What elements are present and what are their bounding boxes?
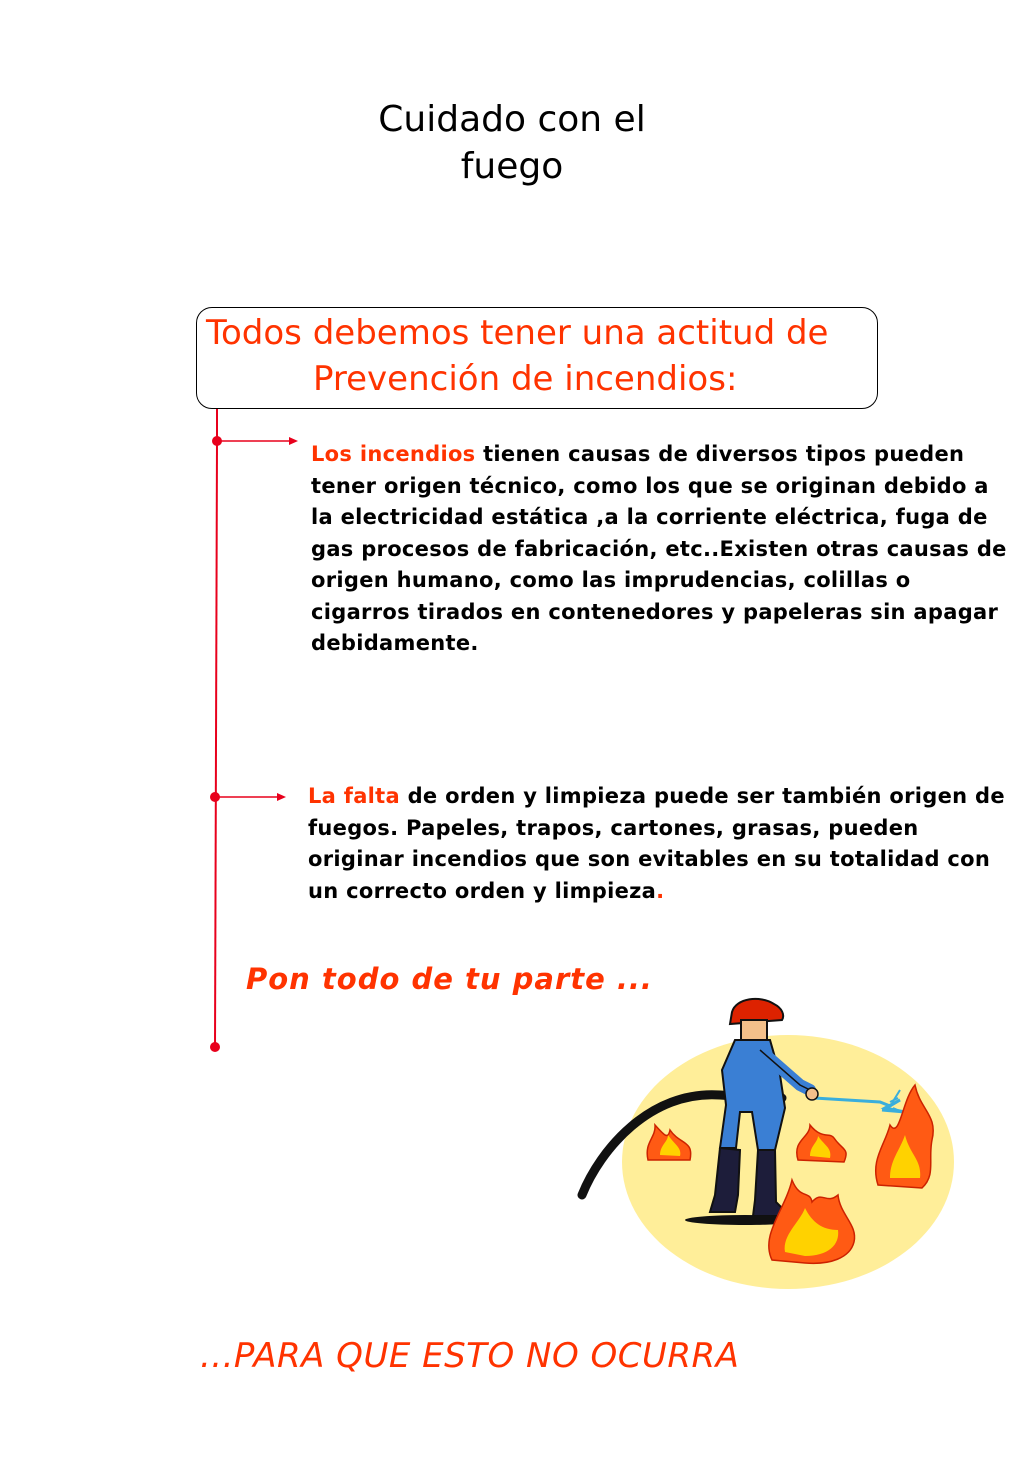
connector-end-dot xyxy=(210,1042,220,1052)
callout-line-2: Prevención de incendios: xyxy=(313,359,738,399)
arrow-head-1 xyxy=(289,437,298,445)
footer-slogan: ...PARA QUE ESTO NO OCURRA xyxy=(200,1336,740,1376)
arrow-head-2 xyxy=(277,793,286,801)
paragraph-causes-lead: Los incendios xyxy=(311,442,476,466)
callout-line-1: Todos debemos tener una actitud de xyxy=(206,313,829,353)
paragraph-order-tail: . xyxy=(656,878,665,903)
title-line-1: Cuidado con el xyxy=(378,99,646,140)
paragraph-causes xyxy=(311,439,1011,660)
paragraph-order-lead: La falta xyxy=(308,784,400,808)
paragraph-order xyxy=(308,781,1008,907)
title-line-2: fuego xyxy=(460,146,564,187)
hand xyxy=(806,1088,818,1100)
connector-vertical-line xyxy=(215,441,217,1047)
paragraph-order-text: de orden y limpieza puede ser también origen de fuegos. Papeles, trapos, cartones, grasas, pueden originar incendios que son evitables en su totalidad con un correcto orden y limpieza xyxy=(308,784,1005,903)
slogan: Pon todo de tu parte ... xyxy=(246,962,653,996)
firefighter-with-hose-icon xyxy=(560,990,970,1300)
paragraph-causes-text: tienen causas de diversos tipos pueden tener origen técnico, como los que se originan debido a la electricidad estática ,a la corriente eléctrica, fuga de gas procesos de fabricación, etc..Existen otras causas de origen humano, como las imprudencias, colillas o cigarros tirados en contenedores y papeleras sin apagar debidamente. xyxy=(311,442,1007,655)
